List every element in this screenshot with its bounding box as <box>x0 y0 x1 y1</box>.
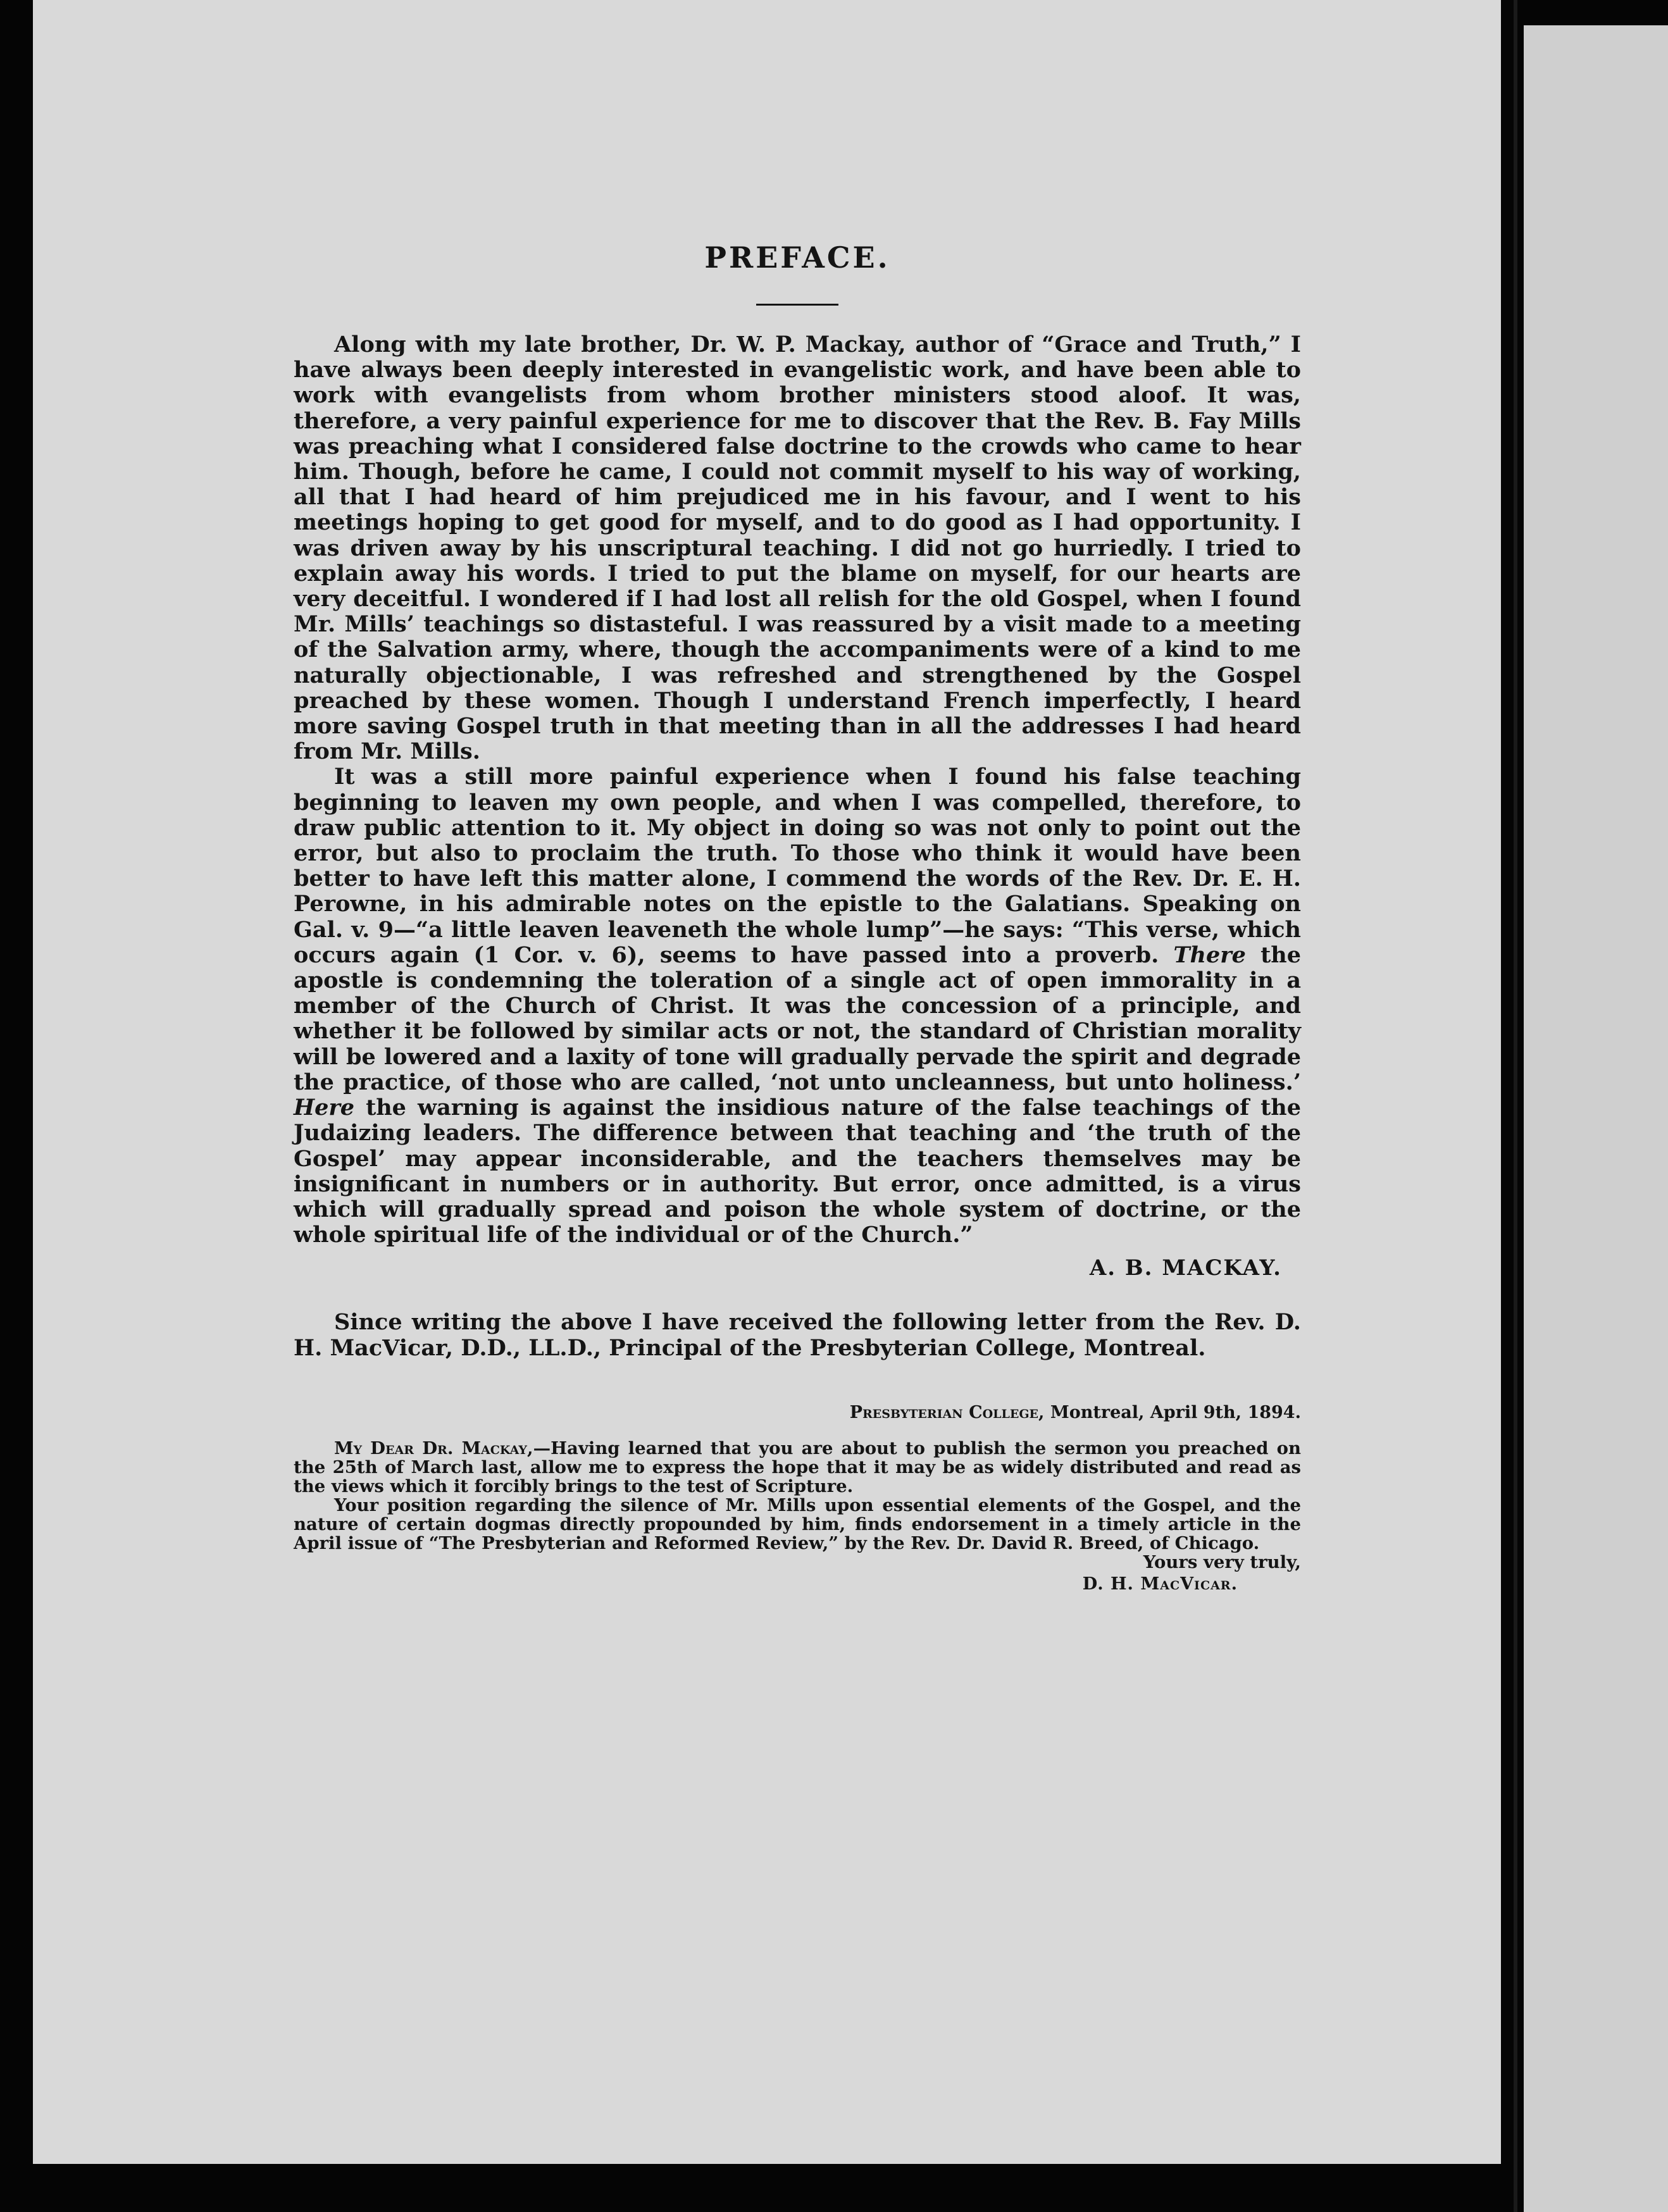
paragraph-2-part-a: It was a still more painful experience when I found his false teaching beginning to leaven my own people, and when I was compelled, therefore, to draw public attention to it. My object in doing so was not only to point out the error, but also to proclaim the truth. To those who think it would have been better to have left this matter alone, I commend the words of the Rev. Dr. E. H. Perowne, in his admirable notes on the epistle to the Galatians. Speaking on Gal. v. 9—“a little leaven leaveneth the whole lump”—he says: “This verse, which occurs again (1 Cor. v. 6), seems to have passed into a proverb. <box>294 764 1301 968</box>
letter-dateline <box>294 1403 1301 1422</box>
page-gutter <box>1514 0 1517 2212</box>
letter-paragraph-2-text: Your position regarding the silence of Mr. Mills upon essential elements of the Gospel, and the nature of certain dogmas directly propounded by him, finds endorsement in a timely article in the April issue of “The Presbyterian and Reformed Review,” by the Rev. Dr. David R. Breed, of Chicago. <box>294 1494 1301 1553</box>
letter-paragraph-2 <box>294 1494 1301 1572</box>
document-body <box>294 240 1301 1594</box>
letter-salutation: My Dear Dr. Mackay, <box>334 1438 533 1458</box>
paragraph-2-part-b: the apostle is condemning the toleration of a single act of open immorality in a member of the Church of Christ. It was the concession of a principle, and whether it be followed by similar acts or not, the standard of Christian morality will be lowered and a laxity of tone will gradually pervade the spirit and degrade the practice, of those who are called, ‘not unto uncleanness, but unto holiness.’ <box>294 941 1302 1095</box>
paragraph-2-emphasis-here: Here <box>294 1095 355 1121</box>
letter-signature: D. H. MacVicar. <box>1082 1574 1238 1594</box>
letter-closing: Yours very truly, <box>1143 1551 1301 1572</box>
letter-paragraph-1-text: —Having learned that you are about to publish the sermon you preached on the 25th of March last, allow me to express the hope that it may be as widely distributed and read as the views which it forcibly brings to the test of Scripture. <box>294 1438 1301 1496</box>
title-rule <box>756 304 838 306</box>
paragraph-2 <box>294 764 1301 1248</box>
facing-page-edge <box>1524 25 1668 2212</box>
paragraph-3: Since writing the above I have received the following letter from the Rev. D. H. MacVicar, D.D., LL.D., Principal of the Presbyterian College, Montreal. <box>294 1309 1301 1361</box>
paragraph-1: Along with my late brother, Dr. W. P. Mackay, author of “Grace and Truth,” I have always been deeply interested in evangelistic work, and have been able to work with evangelists from whom brother ministers stood aloof. It was, therefore, a very painful experience for me to discover that the Rev. B. Fay Mills was preaching what I considered false doctrine to the crowds who came to hear him. Though, before he came, I could not commit myself to his way of working, all that I had heard of him prejudiced me in his favour, and I went to his meetings hoping to get good for myself, and to do good as I had opportunity. I was driven away by his unscriptural teaching. I did not go hurriedly. I tried to explain away his words. I tried to put the blame on myself, for our hearts are very deceitful. I wondered if I had lost all relish for the old Gospel, when I found Mr. Mills’ teachings so distasteful. I was reassured by a visit made to a meeting of the Salvation army, where, though the accompaniments were of a kind to me naturally objectionable, I was refreshed and strengthened by the Gospel preached by these women. Though I understand French imperfectly, I heard more saving Gospel truth in that meeting than in all the addresses I had heard from Mr. Mills. <box>294 332 1301 765</box>
paragraph-2-emphasis-there: There <box>1173 941 1246 968</box>
letter-place: Presbyterian College, <box>849 1402 1045 1422</box>
paragraph-2-part-c: the warning is against the insidious nature of the false teachings of the Judaizing leaders. The difference between that teaching and ‘the truth of the Gospel’ may appear inconsiderable, and the teachers themselves may be insignificant in numbers or in authority. But error, once admitted, is a virus which will gradually spread and poison the whole system of doctrine, or the whole spiritual life of the individual or of the Church.” <box>294 1095 1302 1248</box>
page-title: PREFACE. <box>704 240 890 275</box>
letter-paragraph-1 <box>294 1439 1301 1496</box>
letter-date: Montreal, April 9th, 1894. <box>1050 1402 1301 1422</box>
author-signature: A. B. MACKAY. <box>1089 1255 1282 1281</box>
